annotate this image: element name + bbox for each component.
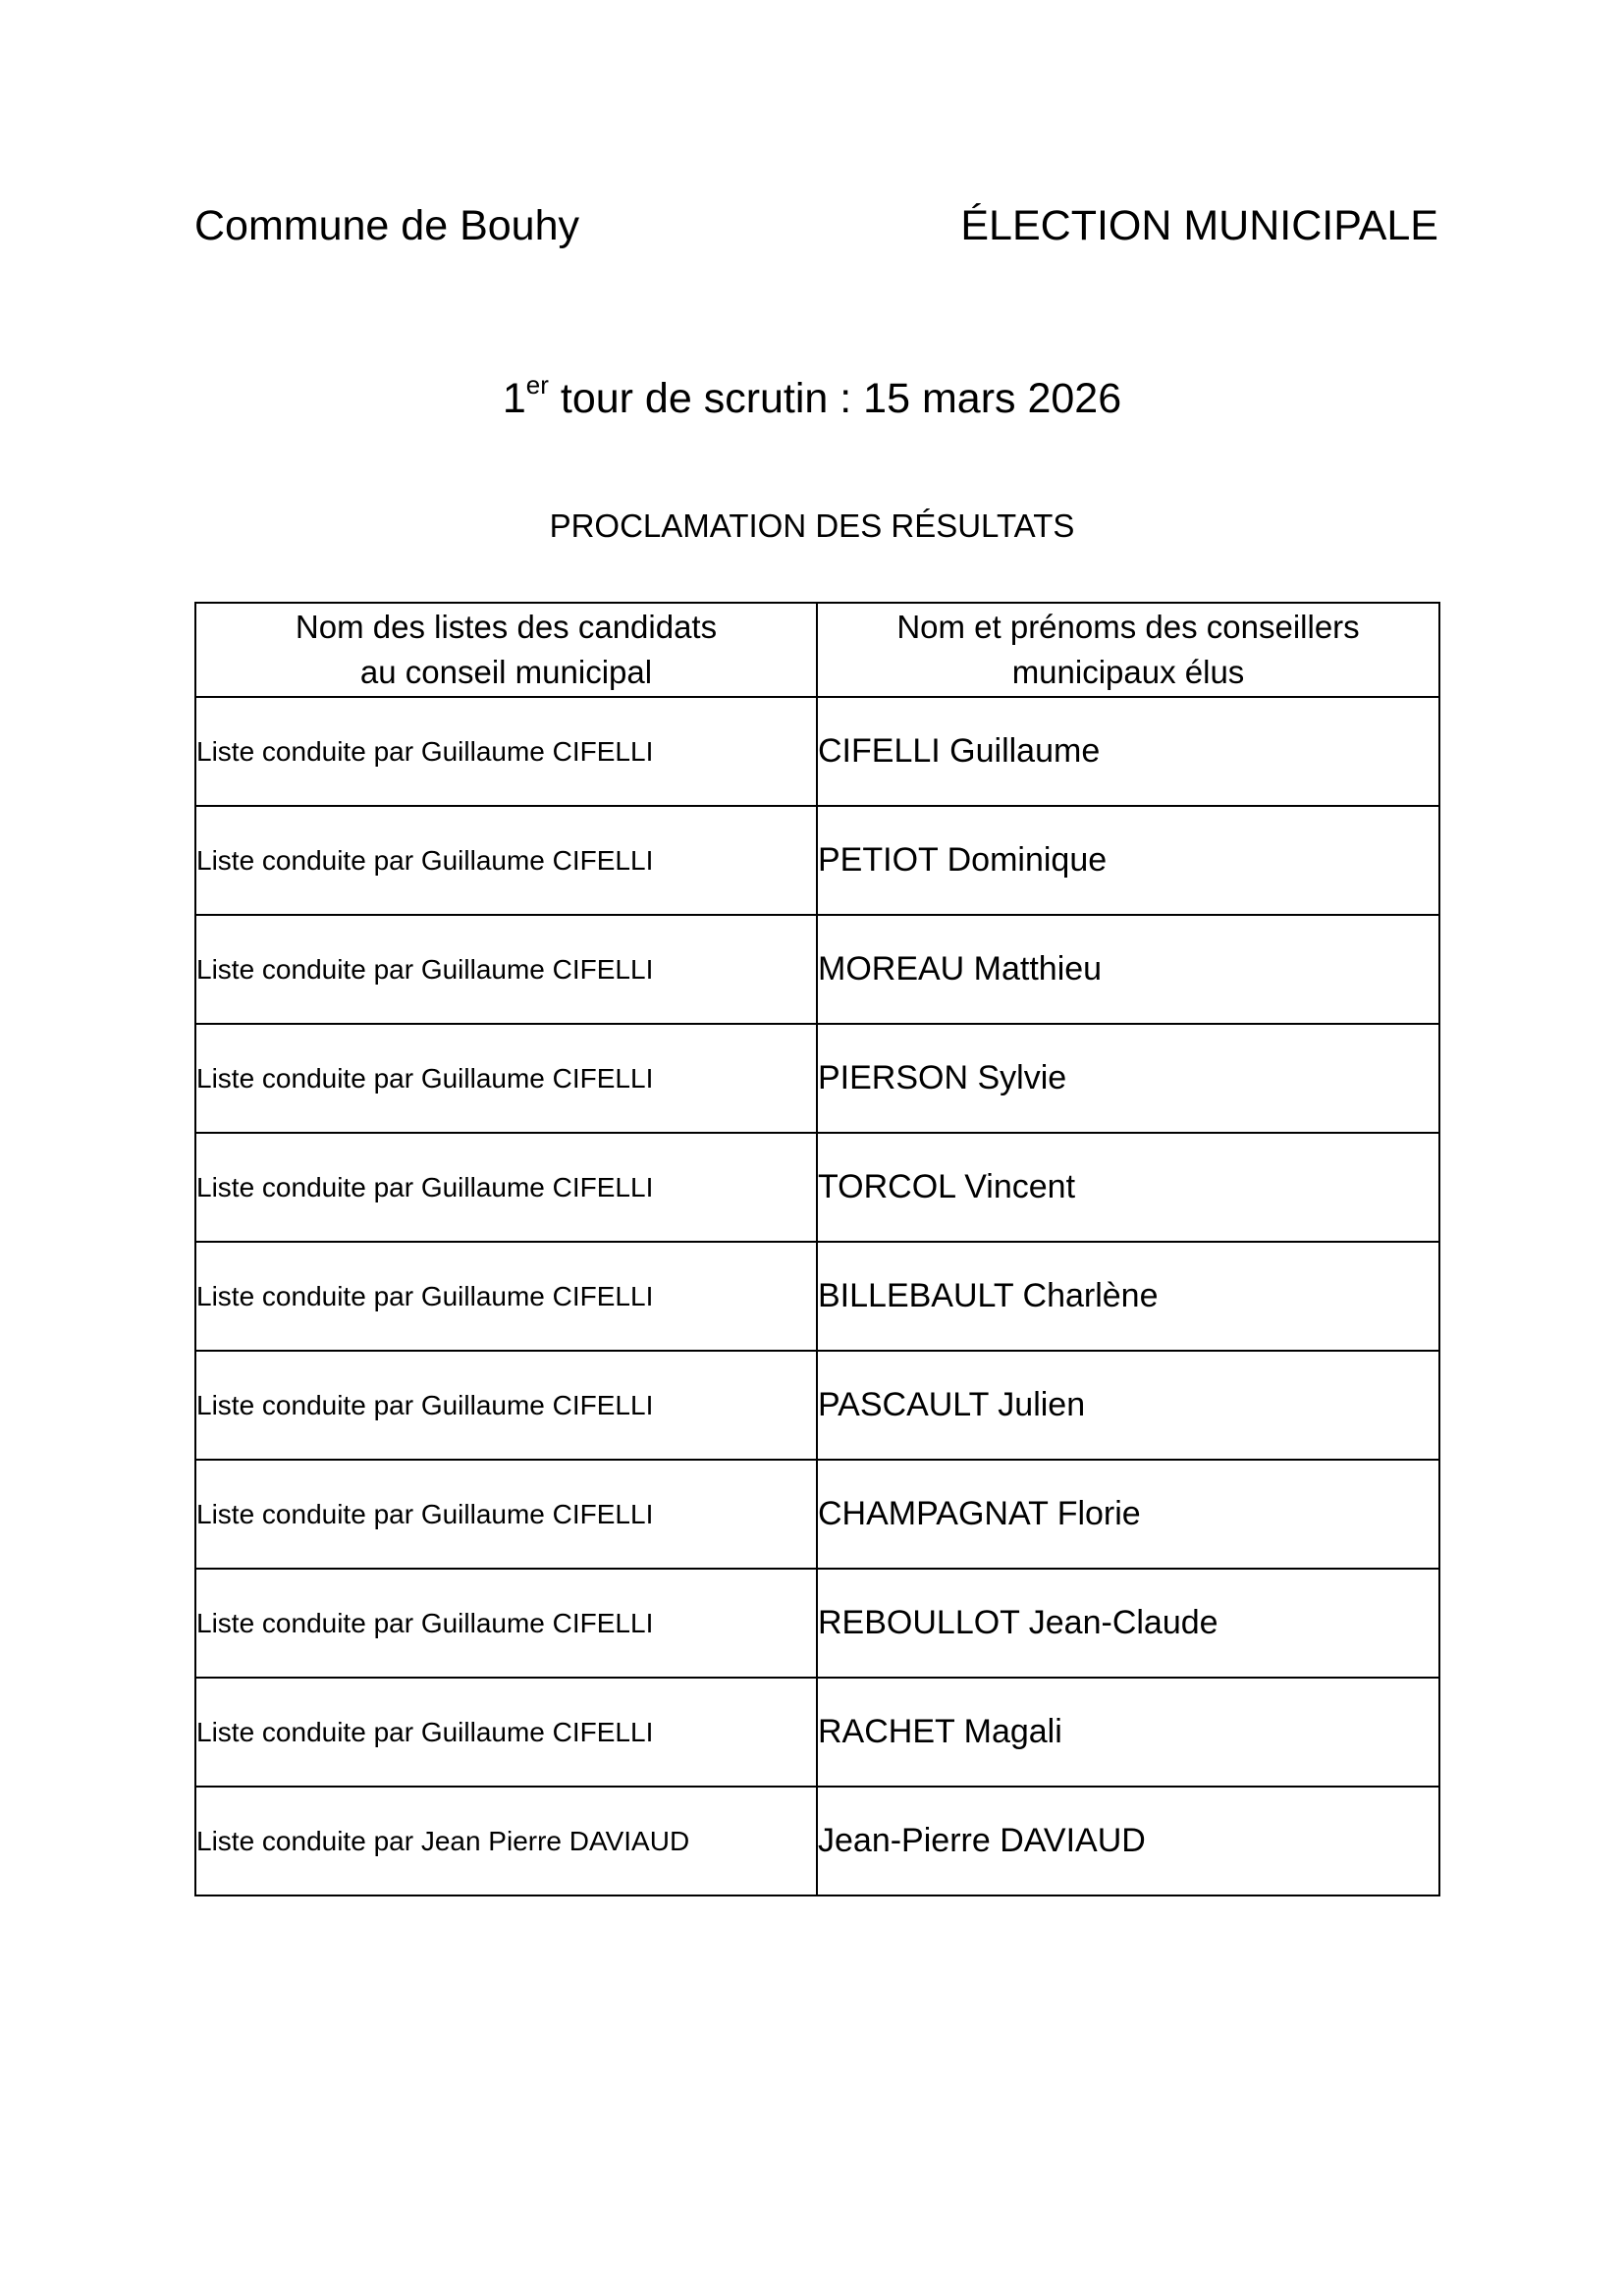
list-name-cell: Liste conduite par Guillaume CIFELLI	[195, 1678, 817, 1787]
table-row	[195, 1460, 1439, 1569]
list-name-cell: Liste conduite par Guillaume CIFELLI	[195, 697, 817, 806]
list-name-cell: Liste conduite par Guillaume CIFELLI	[195, 806, 817, 915]
table-row	[195, 806, 1439, 915]
list-name-cell: Liste conduite par Guillaume CIFELLI	[195, 1024, 817, 1133]
header-lists-line1: Nom des listes des candidats	[295, 609, 718, 645]
elected-name-cell: RACHET Magali	[817, 1678, 1439, 1787]
list-name-cell: Liste conduite par Guillaume CIFELLI	[195, 1569, 817, 1678]
header-lists	[195, 603, 817, 697]
table-header-row	[195, 603, 1439, 697]
table-row	[195, 697, 1439, 806]
tour-text: tour de scrutin : 15 mars 2026	[560, 375, 1122, 422]
elected-name-cell: PETIOT Dominique	[817, 806, 1439, 915]
header-lists-line2: au conseil municipal	[359, 654, 653, 690]
elected-name-cell: MOREAU Matthieu	[817, 915, 1439, 1024]
list-name-cell: Liste conduite par Jean Pierre DAVIAUD	[195, 1787, 817, 1896]
table-row	[195, 1678, 1439, 1787]
elected-name-cell: CHAMPAGNAT Florie	[817, 1460, 1439, 1569]
elected-name-cell: REBOULLOT Jean-Claude	[817, 1569, 1439, 1678]
elected-name-cell: BILLEBAULT Charlène	[817, 1242, 1439, 1351]
table-row	[195, 1242, 1439, 1351]
elected-name-cell: CIFELLI Guillaume	[817, 697, 1439, 806]
list-name-cell: Liste conduite par Guillaume CIFELLI	[195, 1242, 817, 1351]
elected-name-cell: TORCOL Vincent	[817, 1133, 1439, 1242]
table-row	[195, 1024, 1439, 1133]
header-elected-line2: municipaux élus	[1011, 654, 1245, 690]
table-row	[195, 1133, 1439, 1242]
header-elected	[817, 603, 1439, 697]
list-name-cell: Liste conduite par Guillaume CIFELLI	[195, 915, 817, 1024]
tour-suffix: er	[525, 369, 549, 400]
elected-name-cell: PASCAULT Julien	[817, 1351, 1439, 1460]
election-title: ÉLECTION MUNICIPALE	[960, 202, 1438, 249]
list-name-cell: Liste conduite par Guillaume CIFELLI	[195, 1133, 817, 1242]
header-elected-line1: Nom et prénoms des conseillers	[896, 609, 1360, 645]
tour-number: 1	[502, 375, 526, 422]
elected-name-cell: PIERSON Sylvie	[817, 1024, 1439, 1133]
commune-name: Commune de Bouhy	[194, 202, 579, 249]
table-row	[195, 1351, 1439, 1460]
results-table	[194, 602, 1440, 1896]
elected-name-cell: Jean-Pierre DAVIAUD	[817, 1787, 1439, 1896]
table-row	[195, 1569, 1439, 1678]
tour-heading	[0, 369, 1624, 428]
table-row	[195, 1787, 1439, 1896]
table-row	[195, 915, 1439, 1024]
list-name-cell: Liste conduite par Guillaume CIFELLI	[195, 1460, 817, 1569]
proclamation-title: PROCLAMATION DES RÉSULTATS	[549, 507, 1075, 544]
list-name-cell: Liste conduite par Guillaume CIFELLI	[195, 1351, 817, 1460]
